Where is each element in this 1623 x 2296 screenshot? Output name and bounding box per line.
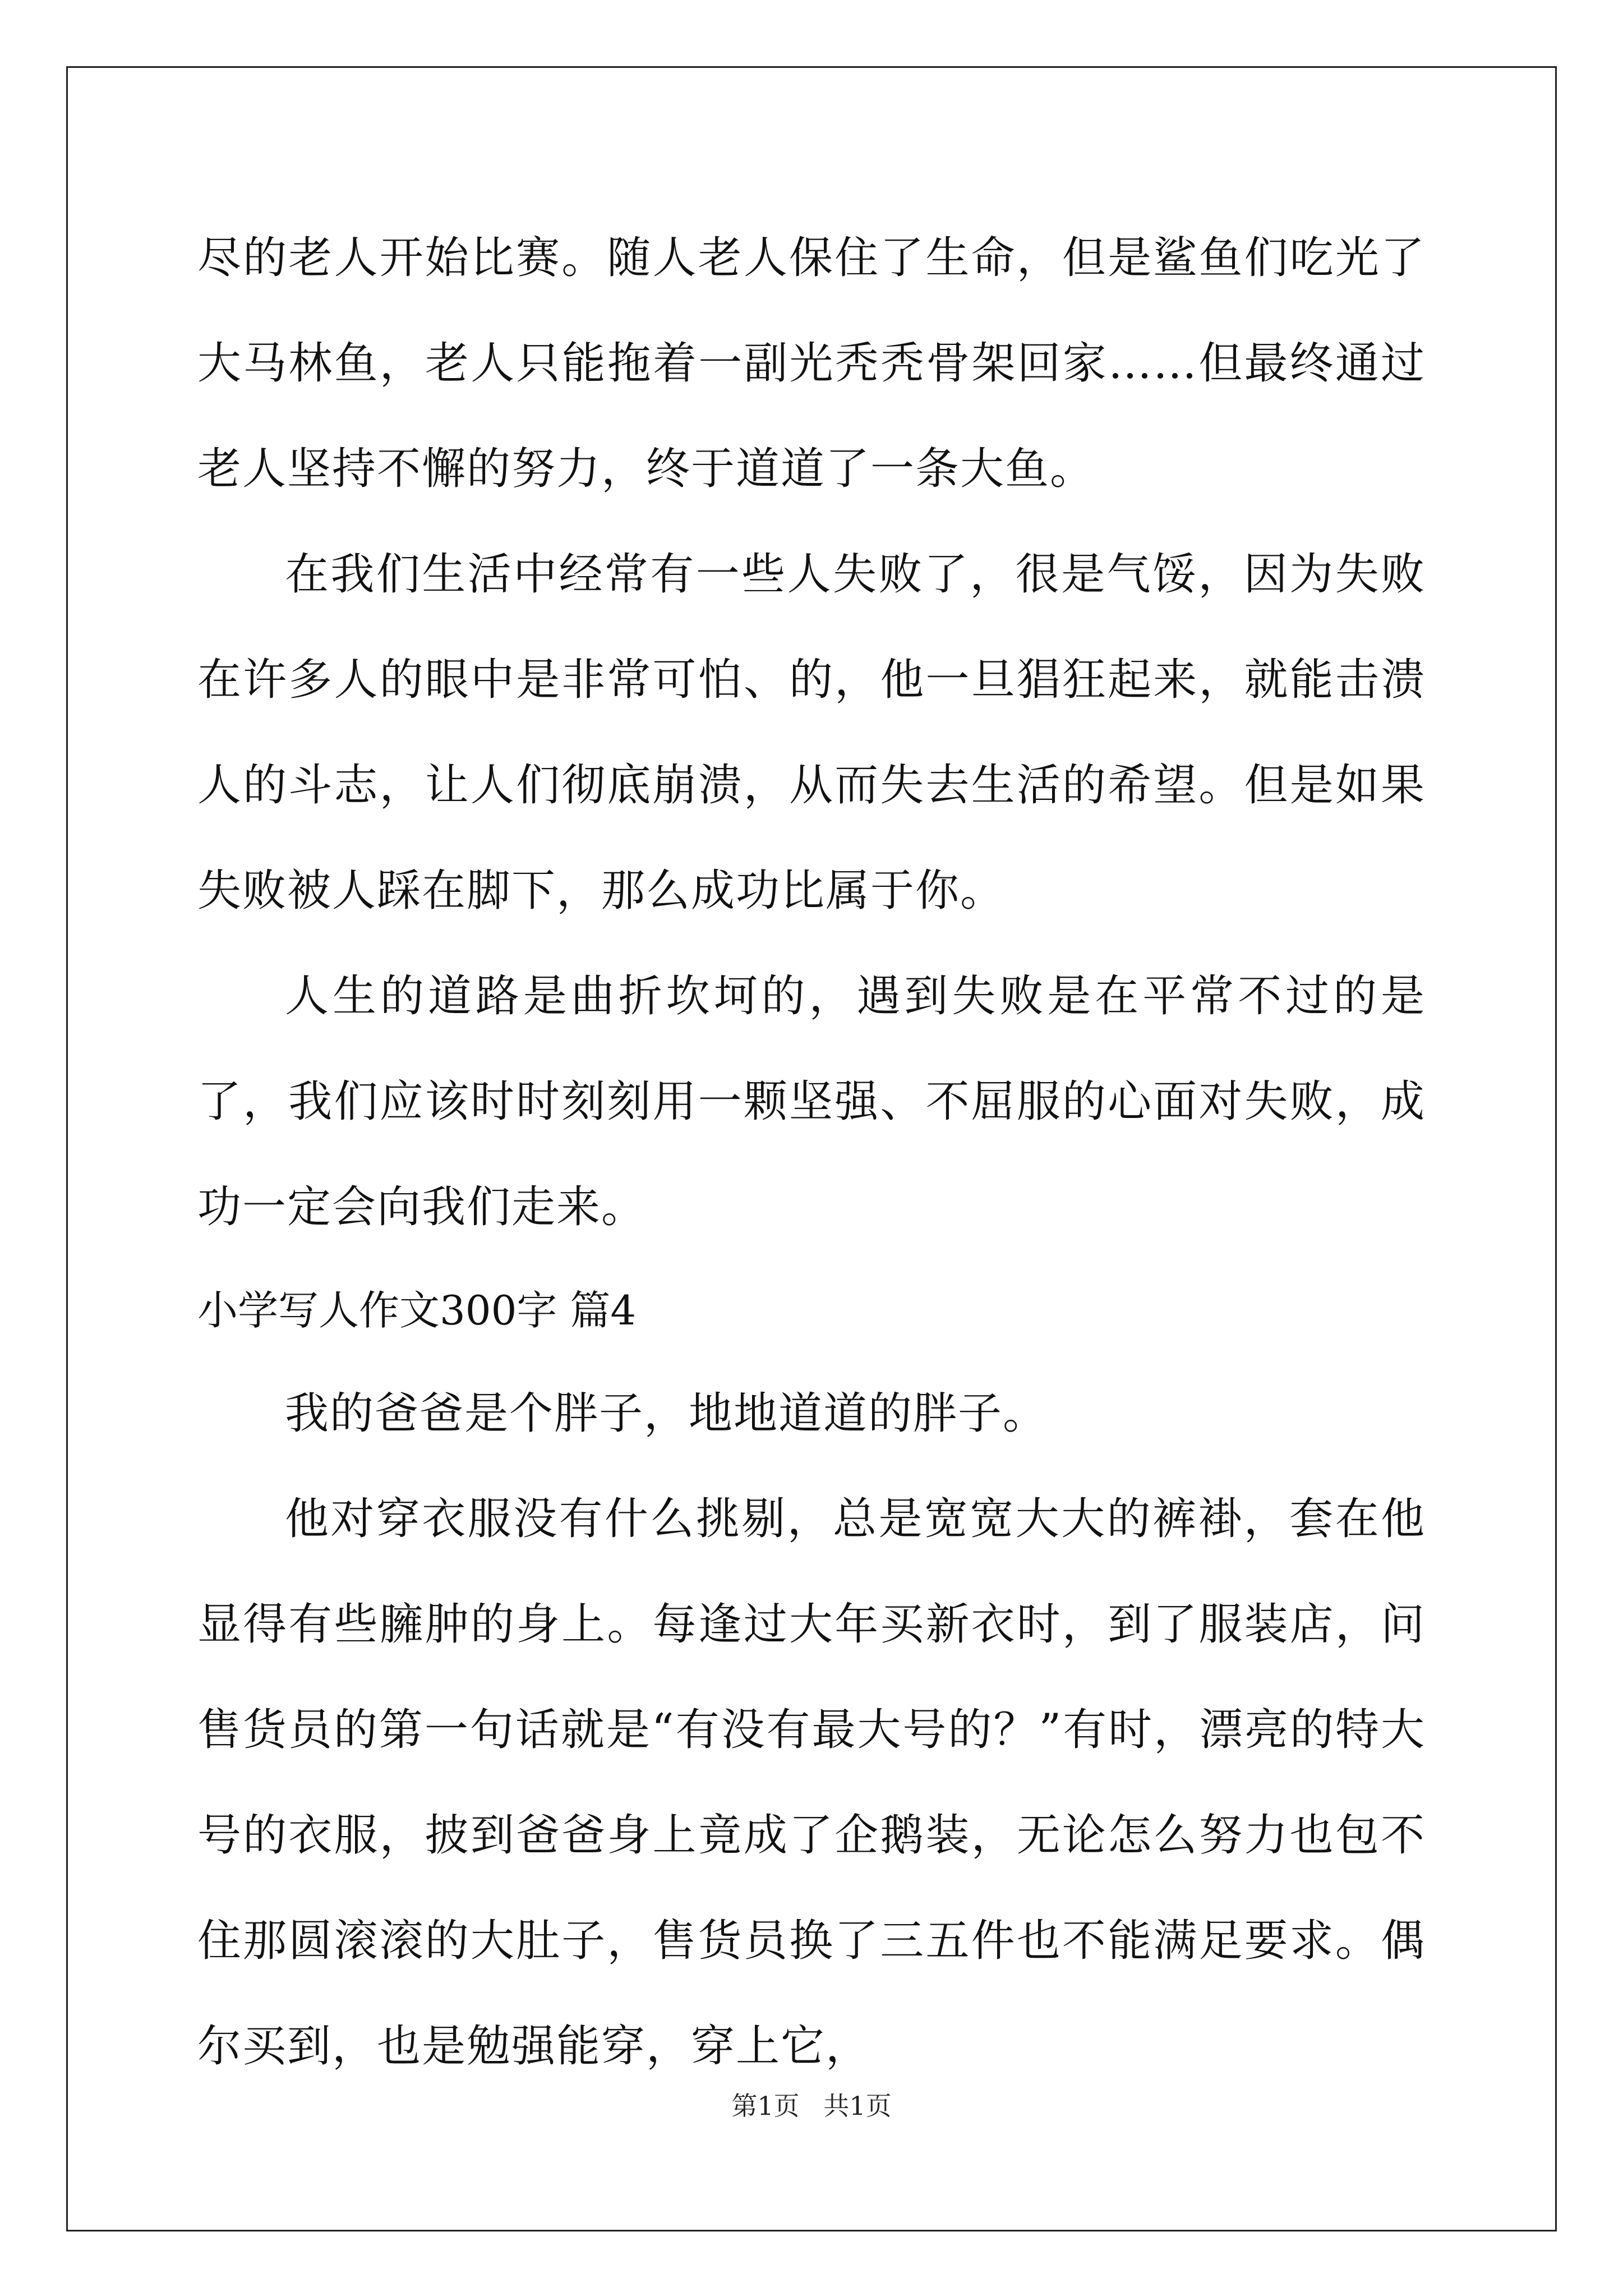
- page-total: 共1页: [823, 2091, 892, 2121]
- section-heading: 小学写人作文300字 篇4: [197, 1287, 637, 1334]
- paragraph-4: 我的爸爸是个胖子，地地道道的胖子。: [285, 1388, 1048, 1439]
- page-footer: [0, 2086, 1623, 2123]
- paragraph-2: 在我们生活中经常有一些人失败了，很是气馁，因为失败在许多人的眼中是非常可怕、的，他一旦猖狂起来，就能击溃人的斗志，让人们彻底崩溃，从而失去生活的希望。但是如果失败被人踩在脚下，那么成功比属于你。: [197, 549, 1426, 916]
- document-body: [197, 205, 1426, 2099]
- page-number: 第1页: [731, 2091, 800, 2121]
- paragraph-5: 他对穿衣服没有什么挑剔，总是宽宽大大的裤褂，套在他显得有些臃肿的身上。每逢过大年买新衣时，到了服装店，问售货员的第一句话就是“有没有最大号的？”有时，漂亮的特大号的衣服，披到爸爸身上竟成了企鹅装，无论怎么努力也包不住那圆滚滚的大肚子，售货员换了三五件也不能满足要求。偶尔买到，也是勉强能穿，穿上它，: [197, 1494, 1426, 2072]
- paragraph-1: 尽的老人开始比赛。随人老人保住了生命，但是鲨鱼们吃光了大马林鱼，老人只能拖着一副光秃秃骨架回家……但最终通过老人坚持不懈的努力，终于道道了一条大鱼。: [197, 233, 1426, 494]
- paragraph-3: 人生的道路是曲折坎坷的，遇到失败是在平常不过的是了，我们应该时时刻刻用一颗坚强、不屈服的心面对失败，成功一定会向我们走来。: [197, 971, 1426, 1232]
